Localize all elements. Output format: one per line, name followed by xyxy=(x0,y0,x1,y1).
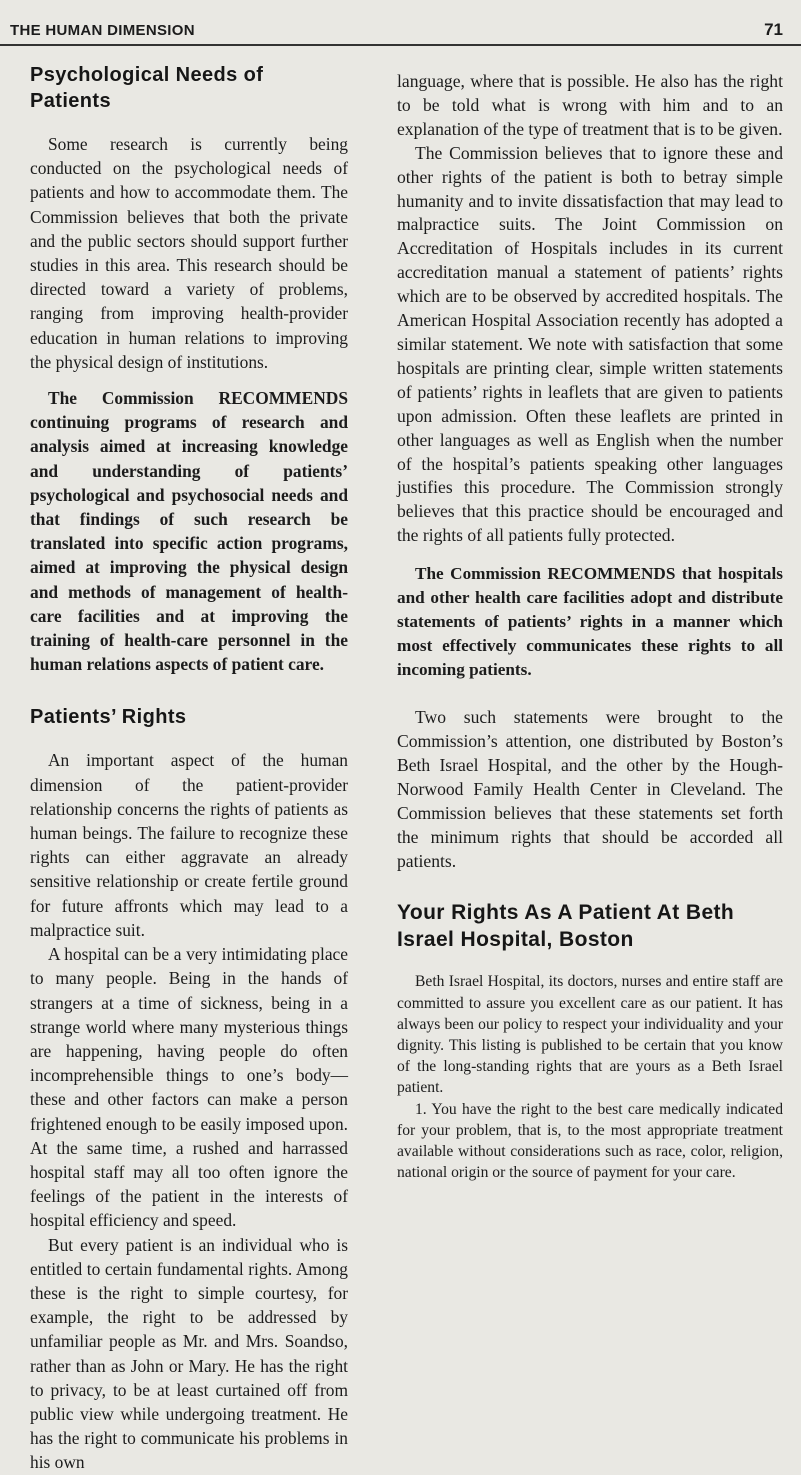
page-number: 71 xyxy=(764,20,783,39)
left-column xyxy=(30,62,348,1475)
paragraph-two-statements: Two such statements were brought to the Commission’s attention, one distributed by Boston’s Beth Israel Hospital, and the other by the Hough-Norwood Family Health Center in Cleveland. The Commission believes that these statements set forth the minimum rights that should be accorded all patients. xyxy=(397,707,783,871)
heading-psychological-needs: Psychological Needs of Patients xyxy=(30,64,264,112)
right-column xyxy=(397,70,783,1184)
heading-patients-rights: Patients’ Rights xyxy=(30,706,187,729)
paragraph-fundamental-rights: But every patient is an individual who is entitled to certain fundamental rights. Among these is the right to simple courtesy, for example, the right to be addressed by unfamiliar people as Mr. and Mrs. Soandso, rather than as John or Mary. He has the right to privacy, to be at least curtained off from public view while undergoing treatment. He has the right to communicate his problems in his own xyxy=(30,1234,348,1473)
paragraph-continued: language, where that is possible. He also has the right to be told what is wrong with him and to an explanation of the type of treatment that is to be given. xyxy=(397,71,783,139)
paragraph-research: Some research is currently being conducted on the psychological needs of patients and how to accommodate them. The Commission believes that both the private and the public sectors should support further studies in this area. This research should be directed toward a variety of problems, ranging from improving health-provider education in human relations to improving the physical design of institutions. xyxy=(30,134,348,372)
rights-item-1: 1. You have the right to the best care medically indicated for your problem, that is, to the most appropriate treatment available without considerations such as race, color, religion, national origin or the source of payment for your care. xyxy=(397,1100,783,1182)
heading-your-rights: Your Rights As A Patient At Beth Israel Hospital, Boston xyxy=(397,901,735,952)
paragraph-rights-intro: An important aspect of the human dimension of the patient-provider relationship concerns the rights of patients as human beings. The failure to recognize these rights can either aggravate an already sensitive relationship or create fertile ground for future affronts which may lead to a malpractice suit. xyxy=(30,750,348,940)
running-head: THE HUMAN DIMENSION xyxy=(10,22,195,39)
recommendation-statements: The Commission RECOMMENDS that hospitals and other health care facilities adopt and distribute statements of patients’ rights in a manner which most effectively communicates these rights to all incoming patients. xyxy=(397,564,783,680)
paragraph-beth-israel: Beth Israel Hospital, its doctors, nurses and entire staff are committed to assure you excellent care as our patient. It has always been our policy to respect your individuality and your dignity. This listing is published to be certain that you know of the long-standing rights that are yours as a Beth Israel patient. xyxy=(397,973,783,1097)
paragraph-commission-believes: The Commission believes that to ignore these and other rights of the patient is both to betray simple humanity and to invite dissatisfaction that may lead to malpractice suits. The Joint Commission on Accreditation of Hospitals includes in its current accreditation manual a statement of patients’ rights which are to be observed by accredited hospitals. The American Hospital Association recently has adopted a similar statement. We note with satisfaction that some hospitals are printing clear, simple written statements of patients’ rights in leaflets that are given to patients upon admission. Often these leaflets are printed in other languages as well as English when the number of the hospital’s patients speaking other languages justifies this procedure. The Commission strongly believes that this practice should be encouraged and the rights of all patients fully protected. xyxy=(397,142,783,546)
page-header xyxy=(0,0,801,46)
recommendation-research: The Commission RECOMMENDS continuing programs of research and analysis aimed at increasing knowledge and understanding of patients’ psychological and psychosocial needs and that findings of such research be translated into specific action programs, aimed at improving the physical design and methods of management of health-care facilities and at improving the training of health-care personnel in the human relations aspects of patient care. xyxy=(30,388,348,675)
paragraph-hospital-intimidating: A hospital can be a very intimidating place to many people. Being in the hands of strangers at a time of sickness, being in a strange world where many mysterious things are happening, having people do often incomprehensible things to one’s body—these and other factors can make a person frightened enough to be easily imposed upon. At the same time, a rushed and harrassed hospital staff may all too often ignore the feelings of the patient in the interests of hospital efficiency and speed. xyxy=(30,944,348,1231)
